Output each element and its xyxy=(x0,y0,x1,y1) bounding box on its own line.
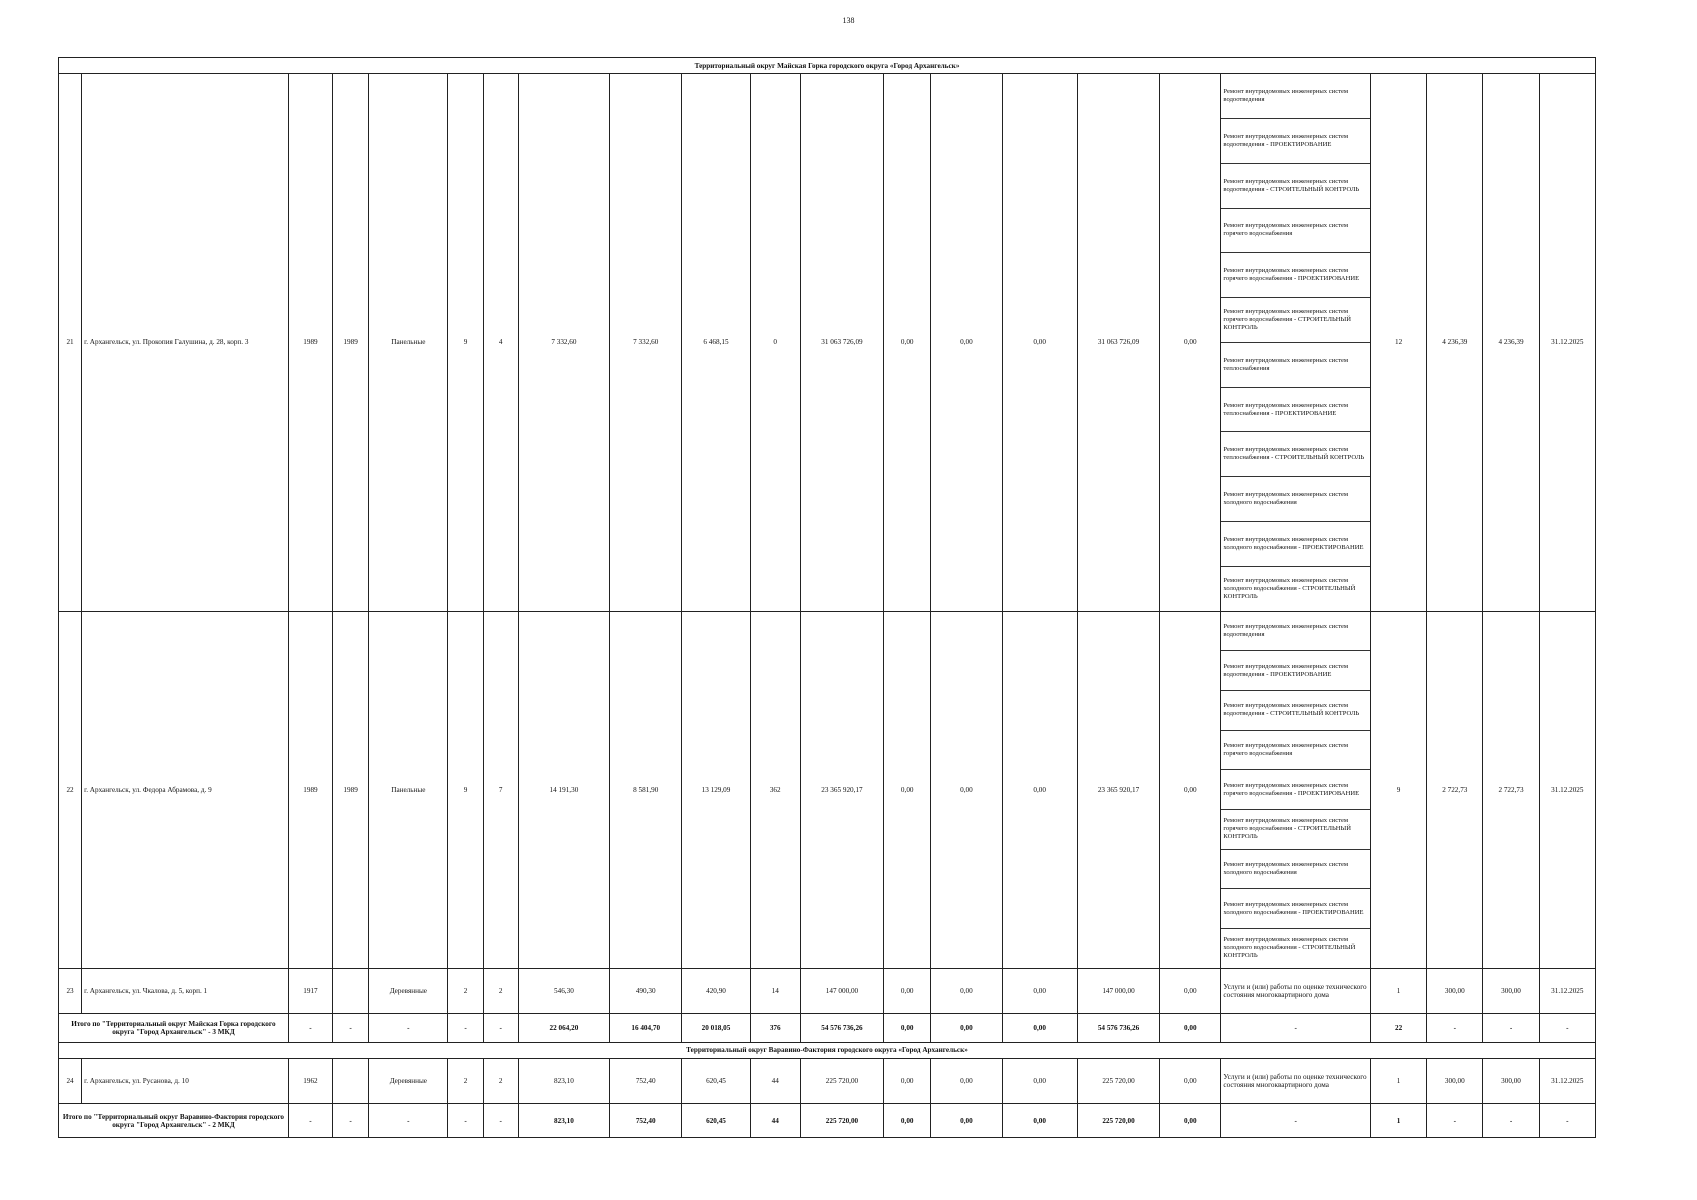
dash-cell: - xyxy=(288,1014,332,1042)
entrances-cell: 2 xyxy=(483,968,518,1014)
total-area-cell: 823,10 xyxy=(518,1058,609,1104)
fund-local-cell: 0,00 xyxy=(1002,1104,1077,1138)
cost-total-cell: 225 720,00 xyxy=(800,1104,883,1138)
total-label: Итого по "Территориальный округ Варавино-Фактория городского округа "Город Архангельск" - 2 МКД xyxy=(59,1104,289,1138)
fund-federal-cell: 0,00 xyxy=(884,1104,931,1138)
row-number: 23 xyxy=(59,968,82,1014)
work-item: Ремонт внутридомовых инженерных систем холодного водоснабжения - СТРОИТЕЛЬНЫЙ КОНТРОЛЬ xyxy=(1223,576,1356,600)
fund-owners-cell: 225 720,00 xyxy=(1077,1104,1159,1138)
works-count-cell: 1 xyxy=(1370,968,1426,1014)
fund-regional-cell: 0,00 xyxy=(931,74,1002,611)
floors-cell: 2 xyxy=(448,1058,483,1104)
residents-cell: 362 xyxy=(750,611,800,968)
year-built-cell: 1962 xyxy=(288,1058,332,1104)
dash-cell: - xyxy=(1221,1104,1371,1138)
fund-owners-cell: 23 365 920,17 xyxy=(1077,611,1159,968)
fund-other-cell: 0,00 xyxy=(1160,1104,1221,1138)
living-area-cell: 16 404,70 xyxy=(610,1014,682,1042)
works-list-cell xyxy=(1221,74,1371,611)
entrances-cell: 7 xyxy=(483,611,518,968)
works-count-cell: 9 xyxy=(1370,611,1426,968)
living-area-cell: 490,30 xyxy=(610,968,682,1014)
dash-cell: - xyxy=(369,1014,448,1042)
capital-repair-table xyxy=(58,57,1596,1138)
dash-cell: - xyxy=(483,1014,518,1042)
fund-regional-cell: 0,00 xyxy=(931,1104,1002,1138)
living-area-cell: 752,40 xyxy=(610,1058,682,1104)
fund-local-cell: 0,00 xyxy=(1002,74,1077,611)
work-item: Ремонт внутридомовых инженерных систем горячего водоснабжения - ПРОЕКТИРОВАНИЕ xyxy=(1221,770,1370,810)
wall-material-cell: Деревянные xyxy=(369,968,448,1014)
address-cell: г. Архангельск, ул. Федора Абрамова, д. 9 xyxy=(82,611,289,968)
living-area-cell: 7 332,60 xyxy=(610,74,682,611)
entrances-cell: 2 xyxy=(483,1058,518,1104)
work-item: Ремонт внутридомовых инженерных систем водоотведения - СТРОИТЕЛЬНЫЙ КОНТРОЛЬ xyxy=(1221,691,1370,731)
living-area-cell: 752,40 xyxy=(610,1104,682,1138)
fund-other-cell: 0,00 xyxy=(1160,1014,1221,1042)
work-item: Ремонт внутридомовых инженерных систем водоотведения xyxy=(1221,74,1370,119)
wall-material-cell: Деревянные xyxy=(369,1058,448,1104)
unit-cost-cell: 300,00 xyxy=(1427,1058,1483,1104)
cost-total-cell: 23 365 920,17 xyxy=(800,611,883,968)
deadline-cell: 31.12.2025 xyxy=(1539,1058,1595,1104)
fund-regional-cell: 0,00 xyxy=(931,968,1002,1014)
area-residents-cell: 420,90 xyxy=(682,968,750,1014)
residents-cell: 44 xyxy=(750,1058,800,1104)
dash-cell: - xyxy=(1539,1014,1595,1042)
deadline-cell: 31.12.2025 xyxy=(1539,611,1595,968)
work-item: Ремонт внутридомовых инженерных систем водоотведения - СТРОИТЕЛЬНЫЙ КОНТРОЛЬ xyxy=(1221,164,1370,209)
fund-federal-cell: 0,00 xyxy=(884,1058,931,1104)
fund-federal-cell: 0,00 xyxy=(884,1014,931,1042)
cost-total-cell: 147 000,00 xyxy=(800,968,883,1014)
total-area-cell: 14 191,30 xyxy=(518,611,609,968)
year-overhaul-cell xyxy=(333,968,369,1014)
cost-total-cell: 225 720,00 xyxy=(800,1058,883,1104)
total-area-cell: 823,10 xyxy=(518,1104,609,1138)
fund-owners-cell: 31 063 726,09 xyxy=(1077,74,1159,611)
works-list xyxy=(1221,74,1370,610)
cost-total-cell: 54 576 736,26 xyxy=(800,1014,883,1042)
work-item: Ремонт внутридомовых инженерных систем горячего водоснабжения xyxy=(1221,209,1370,254)
table-row xyxy=(59,1058,1596,1104)
dash-cell: - xyxy=(448,1104,483,1138)
year-built-cell: 1989 xyxy=(288,611,332,968)
area-residents-cell: 20 018,05 xyxy=(682,1014,750,1042)
dash-cell: - xyxy=(1221,1014,1371,1042)
works-list-cell xyxy=(1221,611,1371,968)
fund-local-cell: 0,00 xyxy=(1002,1058,1077,1104)
work-item: Ремонт внутридомовых инженерных систем теплоснабжения - ПРОЕКТИРОВАНИЕ xyxy=(1221,388,1370,433)
work-item: Ремонт внутридомовых инженерных систем теплоснабжения - СТРОИТЕЛЬНЫЙ КОНТРОЛЬ xyxy=(1221,432,1370,477)
works-count-cell: 22 xyxy=(1370,1014,1426,1042)
work-item: Ремонт внутридомовых инженерных систем горячего водоснабжения - ПРОЕКТИРОВАНИЕ xyxy=(1221,253,1370,298)
year-built-cell: 1989 xyxy=(288,74,332,611)
dash-cell: - xyxy=(1427,1014,1483,1042)
dash-cell: - xyxy=(333,1014,369,1042)
unit-cost-cell: 2 722,73 xyxy=(1427,611,1483,968)
row-number: 24 xyxy=(59,1058,82,1104)
fund-federal-cell: 0,00 xyxy=(884,611,931,968)
total-area-cell: 22 064,20 xyxy=(518,1014,609,1042)
residents-cell: 0 xyxy=(750,74,800,611)
wall-material-cell: Панельные xyxy=(369,74,448,611)
dash-cell: - xyxy=(1427,1104,1483,1138)
table-row xyxy=(59,968,1596,1014)
table-row xyxy=(59,611,1596,968)
fund-other-cell: 0,00 xyxy=(1160,74,1221,611)
dash-cell: - xyxy=(333,1104,369,1138)
deadline-cell: 31.12.2025 xyxy=(1539,74,1595,611)
dash-cell: - xyxy=(448,1014,483,1042)
address-cell: г. Архангельск, ул. Русанова, д. 10 xyxy=(82,1058,289,1104)
fund-regional-cell: 0,00 xyxy=(931,1014,1002,1042)
fund-regional-cell: 0,00 xyxy=(931,1058,1002,1104)
work-item: Ремонт внутридомовых инженерных систем водоотведения - ПРОЕКТИРОВАНИЕ xyxy=(1221,651,1370,691)
total-area-cell: 546,30 xyxy=(518,968,609,1014)
works-count-cell: 12 xyxy=(1370,74,1426,611)
total-row xyxy=(59,1014,1596,1042)
work-item: Ремонт внутридомовых инженерных систем теплоснабжения xyxy=(1221,343,1370,388)
floors-cell: 9 xyxy=(448,611,483,968)
address-cell: г. Архангельск, ул. Чкалова, д. 5, корп. 1 xyxy=(82,968,289,1014)
dash-cell: - xyxy=(369,1104,448,1138)
area-residents-cell: 620,45 xyxy=(682,1058,750,1104)
wall-material-cell: Панельные xyxy=(369,611,448,968)
max-unit-cost-cell: 4 236,39 xyxy=(1483,74,1539,611)
work-item: Ремонт внутридомовых инженерных систем холодного водоснабжения - ПРОЕКТИРОВАНИЕ xyxy=(1221,889,1370,929)
work-item: Ремонт внутридомовых инженерных систем холодного водоснабжения - СТРОИТЕЛЬНЫЙ КОНТРОЛЬ xyxy=(1223,936,1356,960)
work-item: Ремонт внутридомовых инженерных систем горячего водоснабжения - СТРОИТЕЛЬНЫЙ КОНТРОЛЬ xyxy=(1221,810,1370,850)
dash-cell: - xyxy=(288,1104,332,1138)
fund-other-cell: 0,00 xyxy=(1160,1058,1221,1104)
table-row xyxy=(59,74,1596,611)
work-item: Услуги и (или) работы по оценке технического состояния многоквартирного дома xyxy=(1221,1058,1371,1104)
residents-cell: 44 xyxy=(750,1104,800,1138)
fund-local-cell: 0,00 xyxy=(1002,968,1077,1014)
floors-cell: 9 xyxy=(448,74,483,611)
deadline-cell: 31.12.2025 xyxy=(1539,968,1595,1014)
year-built-cell: 1917 xyxy=(288,968,332,1014)
year-overhaul-cell: 1989 xyxy=(333,74,369,611)
area-residents-cell: 6 468,15 xyxy=(682,74,750,611)
fund-other-cell: 0,00 xyxy=(1160,611,1221,968)
work-item: Ремонт внутридомовых инженерных систем холодного водоснабжения xyxy=(1221,850,1370,890)
section-title: Территориальный округ Варавино-Фактория городского округа «Город Архангельск» xyxy=(59,1042,1596,1058)
residents-cell: 376 xyxy=(750,1014,800,1042)
dash-cell: - xyxy=(1483,1104,1539,1138)
work-item: Услуги и (или) работы по оценке технического состояния многоквартирного дома xyxy=(1221,968,1371,1014)
max-unit-cost-cell: 300,00 xyxy=(1483,1058,1539,1104)
section-title: Территориальный округ Майская Горка городского округа «Город Архангельск» xyxy=(59,58,1596,74)
area-residents-cell: 13 129,09 xyxy=(682,611,750,968)
dash-cell: - xyxy=(1539,1104,1595,1138)
fund-federal-cell: 0,00 xyxy=(884,968,931,1014)
works-count-cell: 1 xyxy=(1370,1058,1426,1104)
row-number: 21 xyxy=(59,74,82,611)
cost-total-cell: 31 063 726,09 xyxy=(800,74,883,611)
total-area-cell: 7 332,60 xyxy=(518,74,609,611)
work-item: Ремонт внутридомовых инженерных систем водоотведения - ПРОЕКТИРОВАНИЕ xyxy=(1221,119,1370,164)
work-item: Ремонт внутридомовых инженерных систем горячего водоснабжения - СТРОИТЕЛЬНЫЙ КОНТРОЛЬ xyxy=(1221,298,1370,343)
address-cell: г. Архангельск, ул. Прокопия Галушина, д. 28, корп. 3 xyxy=(82,74,289,611)
total-row xyxy=(59,1104,1596,1138)
works-count-cell: 1 xyxy=(1370,1104,1426,1138)
fund-federal-cell: 0,00 xyxy=(884,74,931,611)
max-unit-cost-cell: 300,00 xyxy=(1483,968,1539,1014)
fund-owners-cell: 54 576 736,26 xyxy=(1077,1014,1159,1042)
max-unit-cost-cell: 2 722,73 xyxy=(1483,611,1539,968)
floors-cell: 2 xyxy=(448,968,483,1014)
page-number: 138 xyxy=(842,16,855,25)
year-overhaul-cell xyxy=(333,1058,369,1104)
fund-other-cell: 0,00 xyxy=(1160,968,1221,1014)
entrances-cell: 4 xyxy=(483,74,518,611)
area-residents-cell: 620,45 xyxy=(682,1104,750,1138)
fund-owners-cell: 225 720,00 xyxy=(1077,1058,1159,1104)
unit-cost-cell: 4 236,39 xyxy=(1427,74,1483,611)
fund-regional-cell: 0,00 xyxy=(931,611,1002,968)
residents-cell: 14 xyxy=(750,968,800,1014)
fund-owners-cell: 147 000,00 xyxy=(1077,968,1159,1014)
dash-cell: - xyxy=(483,1104,518,1138)
work-item: Ремонт внутридомовых инженерных систем холодного водоснабжения - ПРОЕКТИРОВАНИЕ xyxy=(1221,522,1370,567)
dash-cell: - xyxy=(1483,1014,1539,1042)
total-label: Итого по "Территориальный округ Майская Горка городского округа "Город Архангельск" - 3 МКД xyxy=(59,1014,289,1042)
row-number: 22 xyxy=(59,611,82,968)
work-item: Ремонт внутридомовых инженерных систем водоотведения xyxy=(1221,612,1370,652)
unit-cost-cell: 300,00 xyxy=(1427,968,1483,1014)
work-item: Ремонт внутридомовых инженерных систем холодного водоснабжения xyxy=(1221,477,1370,522)
work-item: Ремонт внутридомовых инженерных систем горячего водоснабжения xyxy=(1221,731,1370,771)
fund-local-cell: 0,00 xyxy=(1002,1014,1077,1042)
works-list xyxy=(1221,612,1370,968)
year-overhaul-cell: 1989 xyxy=(333,611,369,968)
living-area-cell: 8 581,90 xyxy=(610,611,682,968)
fund-local-cell: 0,00 xyxy=(1002,611,1077,968)
